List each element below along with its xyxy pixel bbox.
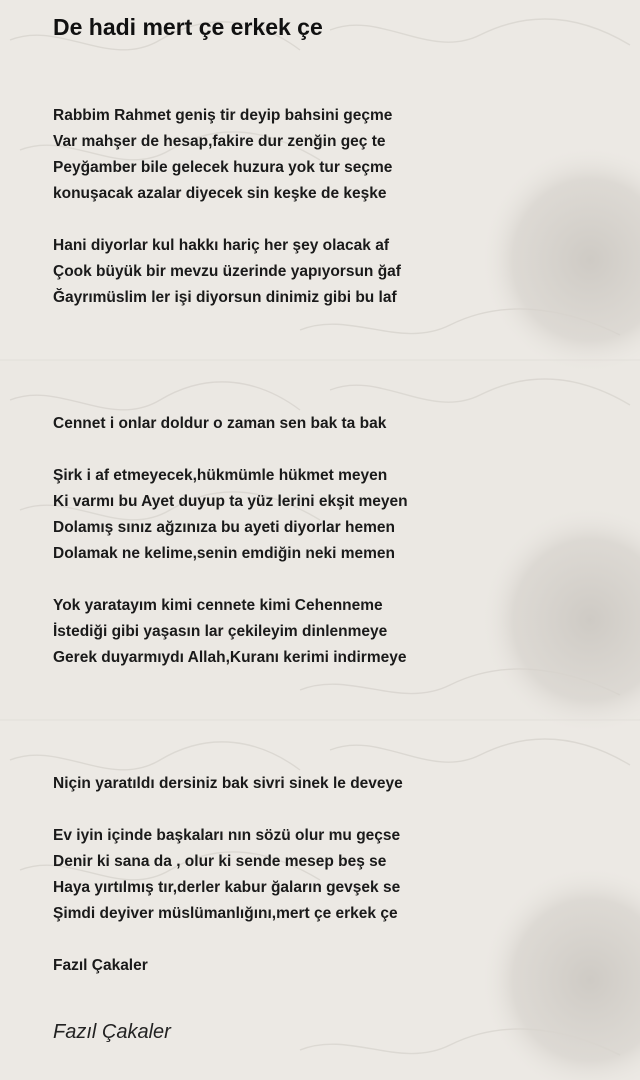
poem-line: Dolamak ne kelime,senin emdiğin neki memen [53, 545, 395, 562]
poem-line: Denir ki sana da , olur ki sende mesep beş se [53, 853, 387, 870]
poem-line: konuşacak azalar diyecek sin keşke de keşke [53, 185, 387, 202]
poem-line: Ev iyin içinde başkaları nın sözü olur mu geçse [53, 827, 401, 844]
poem-line: Ğayrımüslim ler işi diyorsun dinimiz gibi bu laf [53, 289, 397, 306]
poem-line: Çook büyük bir mevzu üzerinde yapıyorsun ğaf [53, 263, 401, 280]
poem-title: De hadi mert çe erkek çe [53, 14, 323, 40]
poem-line: Dolamış sınız ağzınıza bu ayeti diyorlar hemen [53, 519, 395, 536]
poem-line: Peyğamber bile gelecek huzura yok tur seçme [53, 159, 393, 176]
poem-line: Şirk i af etmeyecek,hükmümle hükmet meyen [53, 467, 388, 484]
poem-line: Gerek duyarmıydı Allah,Kuranı kerimi indirmeye [53, 649, 407, 666]
poem-line: Rabbim Rahmet geniş tir deyip bahsini geçme [53, 107, 393, 124]
poem-line: Var mahşer de hesap,fakire dur zenğin geç te [53, 133, 386, 150]
author-signature: Fazıl Çakaler [53, 1021, 171, 1043]
poem-line: Haya yırtılmış tır,derler kabur ğaların gevşek se [53, 879, 401, 896]
poem-author-line: Fazıl Çakaler [53, 957, 148, 974]
poem-line: İstediği gibi yaşasın lar çekileyim dinlenmeye [53, 623, 388, 640]
poem-line: Şimdi deyiver müslümanlığını,mert çe erkek çe [53, 905, 398, 922]
poem-line: Yok yaratayım kimi cennete kimi Cehenneme [53, 597, 383, 614]
poem-line: Niçin yaratıldı dersiniz bak sivri sinek le deveye [53, 775, 403, 792]
poem-line: Hani diyorlar kul hakkı hariç her şey olacak af [53, 237, 389, 254]
poem-line: Ki varmı bu Ayet duyup ta yüz lerini ekşit meyen [53, 493, 408, 510]
poem-line: Cennet i onlar doldur o zaman sen bak ta bak [53, 415, 387, 432]
